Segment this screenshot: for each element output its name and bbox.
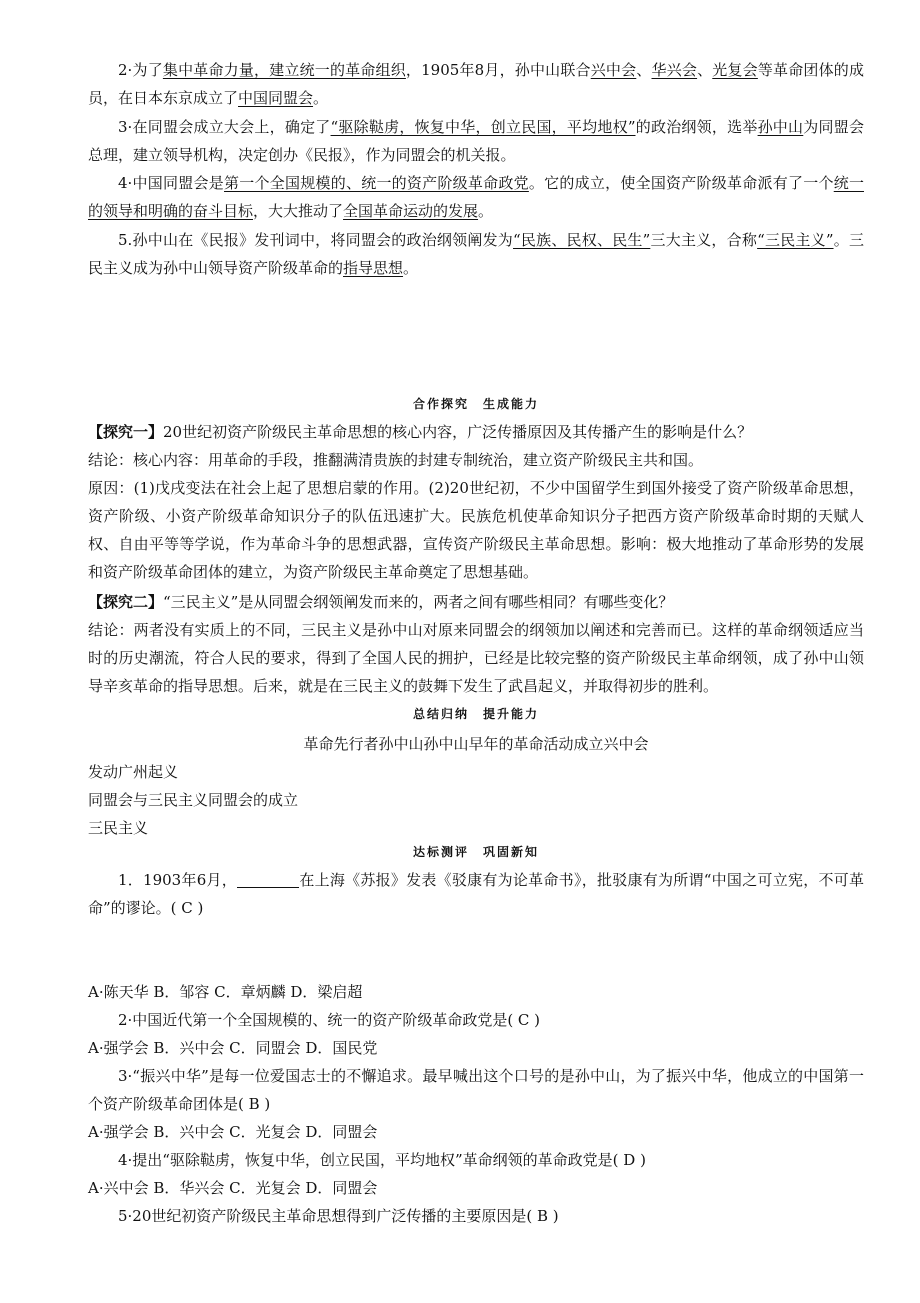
summary-line-3: 同盟会与三民主义同盟会的成立 xyxy=(88,791,299,809)
question-2-options: A·强学会 B．兴中会 C．同盟会 D．国民党 xyxy=(88,1039,378,1057)
summary-line-2: 发动广州起义 xyxy=(88,763,179,781)
question-4-options: A·兴中会 B．华兴会 C．光复会 D．同盟会 xyxy=(88,1179,378,1197)
answer-blank xyxy=(237,871,299,888)
point-3: 3·在同盟会成立大会上，确定了“驱除鞑虏，恢复中华，创立民国，平均地权”的政治纲领，选举孙中山为同盟会总理，建立领导机构，决定创办《民报》，作为同盟会的机关报。 xyxy=(88,118,864,164)
inquiry-1-question: 【探究一】20世纪初资产阶级民主革命思想的核心内容，广泛传播原因及其传播产生的影响是什么？ xyxy=(88,423,753,441)
question-2-stem: 2·中国近代第一个全国规模的、统一的资产阶级革命政党是( C ) xyxy=(118,1011,541,1029)
summary-line-1: 革命先行者孙中山孙中山早年的革命活动成立兴中会 xyxy=(303,735,649,753)
point-4: 4·中国同盟会是第一个全国规模的、统一的资产阶级革命政党。它的成立，使全国资产阶级革命派有了一个统一的领导和明确的奋斗目标，大大推动了全国革命运动的发展。 xyxy=(88,174,864,220)
question-3-options: A·强学会 B．兴中会 C．光复会 D．同盟会 xyxy=(88,1123,378,1141)
question-5-stem: 5·20世纪初资产阶级民主革命思想得到广泛传播的主要原因是( B ) xyxy=(118,1207,559,1225)
question-4-stem: 4·提出“驱除鞑虏，恢复中华，创立民国，平均地权”革命纲领的革命政党是( D ) xyxy=(118,1151,646,1169)
inquiry-1-conclusion: 结论：核心内容：用革命的手段，推翻满清贵族的封建专制统治，建立资产阶级民主共和国。 xyxy=(88,451,704,469)
section-heading-cooperation: 合作探究 生成能力 xyxy=(412,397,539,411)
point-2: 2·为了集中革命力量，建立统一的革命组织，1905年8月，孙中山联合兴中会、华兴会、光复会等革命团体的成员，在日本东京成立了中国同盟会。 xyxy=(88,61,864,107)
question-1-stem: 1．1903年6月， 在上海《苏报》发表《驳康有为论革命书》，批驳康有为所谓“中国之可立宪，不可革命”的谬论。( C ) xyxy=(88,871,864,917)
inquiry-2-question: 【探究二】“三民主义”是从同盟会纲领阐发而来的，两者之间有哪些相同？有哪些变化？ xyxy=(88,593,674,611)
point-5: 5.孙中山在《民报》发刊词中，将同盟会的政治纲领阐发为“民族、民权、民生”三大主义，合称“三民主义”。三民主义成为孙中山领导资产阶级革命的指导思想。 xyxy=(88,231,864,277)
section-heading-summary: 总结归纳 提升能力 xyxy=(412,707,539,721)
summary-line-4: 三民主义 xyxy=(88,819,149,837)
question-3-stem: 3·“振兴中华”是每一位爱国志士的不懈追求。最早喊出这个口号的是孙中山，为了振兴中华，他成立的中国第一个资产阶级革命团体是( B ) xyxy=(88,1067,864,1113)
inquiry-1-reason: 原因：(1)戊戌变法在社会上起了思想启蒙的作用。(2)20世纪初，不少中国留学生到国外接受了资产阶级革命思想，资产阶级、小资产阶级革命知识分子的队伍迅速扩大。民族危机使革命知识分子把西方资产阶级革命时期的天赋人权、自由平等等学说，作为革命斗争的思想武器，宣传资产阶级民主革命思想。影响：极大地推动了革命形势的发展和资产阶级革命团体的建立，为资产阶级民主革命奠定了思想基础。 xyxy=(88,479,864,581)
inquiry-2-conclusion: 结论：两者没有实质上的不同，三民主义是孙中山对原来同盟会的纲领加以阐述和完善而已。这样的革命纲领适应当时的历史潮流，符合人民的要求，得到了全国人民的拥护，已经是比较完整的资产阶级民主革命纲领，成了孙中山领导辛亥革命的指导思想。后来，就是在三民主义的鼓舞下发生了武昌起义，并取得初步的胜利。 xyxy=(88,621,864,695)
section-heading-test: 达标测评 巩固新知 xyxy=(412,845,539,859)
question-1-options: A·陈天华 B．邹容 C．章炳麟 D．梁启超 xyxy=(88,983,363,1001)
